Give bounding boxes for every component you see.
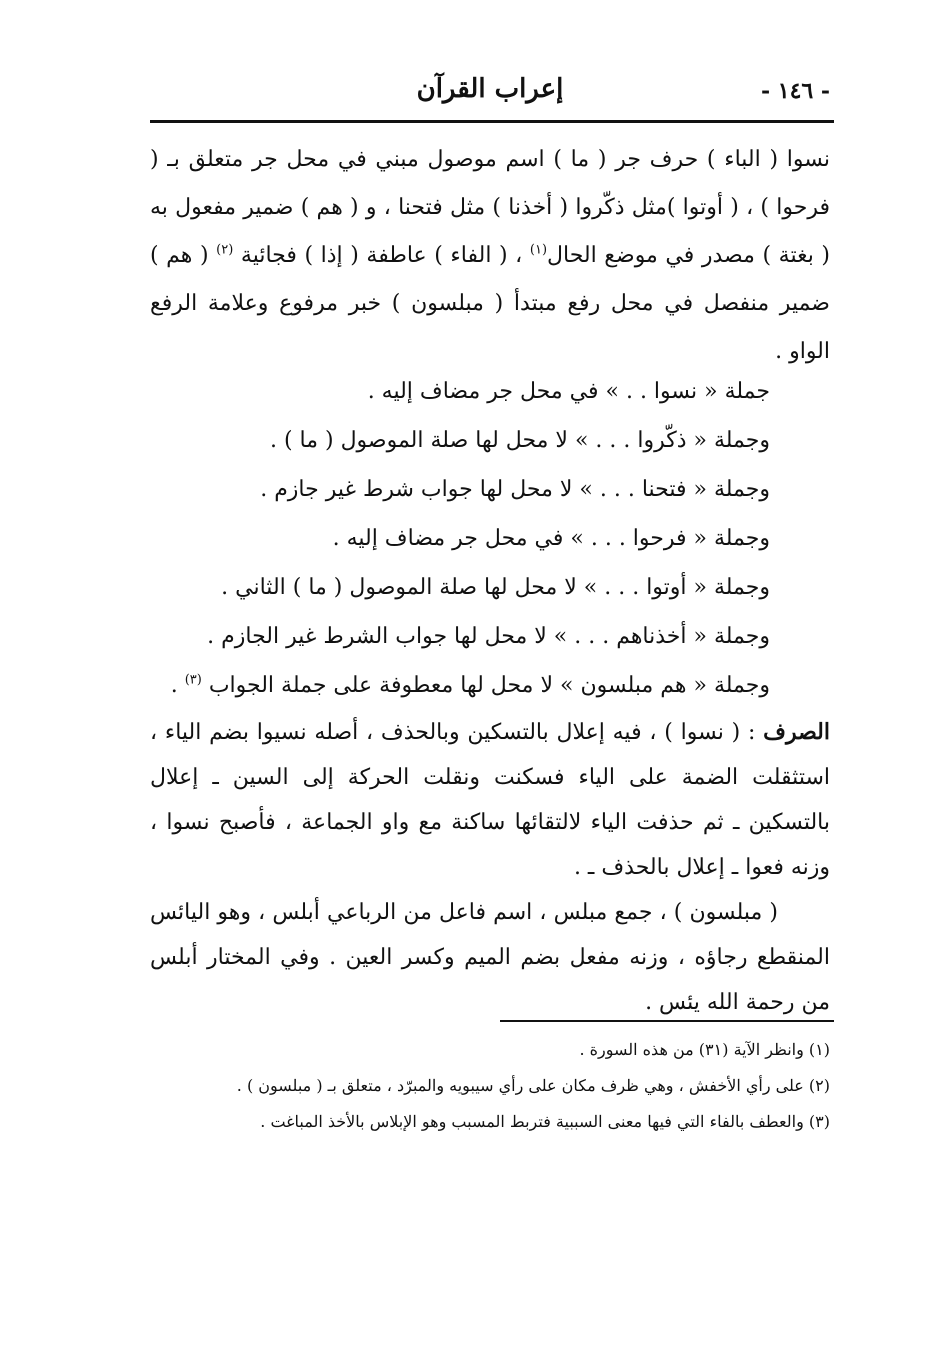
irab-line-4b: ( هم ) ضمير منفصل في محل رفع مبتدأ ( مبلسون ) خبر مرفوع <box>150 243 830 316</box>
irab-line-3a: مفعول به ( بغتة ) مصدر في موضع الحال <box>150 195 830 268</box>
sentence-item: وجملة « أخذناهم . . . » لا محل لها جواب الشرط غير الجازم . <box>207 624 770 649</box>
page-number: - ١٤٦ - <box>760 78 830 104</box>
sentence-item: وجملة « فتحنا . . . » لا محل لها جواب شرط غير جازم . <box>260 477 770 502</box>
last-sentence-end: . <box>170 673 178 698</box>
sentence-item: وجملة « أوتوا . . . » لا محل لها صلة الموصول ( ما ) الثاني . <box>221 575 770 600</box>
footnote-1: (١) وانظر الآية (٣١) من هذه السورة . <box>579 1040 830 1059</box>
irab-paragraph <box>150 136 830 376</box>
irab-line-3b: ، ( الفاء ) عاطفة ( إذا ) <box>304 243 523 268</box>
irab-line-1: نسوا ( الباء ) حرف جر ( ما ) اسم موصول مبني في محل جر متعلق <box>188 147 830 172</box>
footnote-2: (٢) على رأي الأخفش ، وهي ظرف مكان على رأي سيبويه والمبرّد ، متعلق بـ ( مبلسون ) . <box>236 1076 830 1095</box>
sentence-item: جملة « نسوا . . » في محل جر مضاف إليه . <box>367 379 770 404</box>
sarf-section <box>150 710 830 1025</box>
header-divider <box>150 120 834 123</box>
sarf-text-1: : ( نسوا ) ، فيه إعلال بالتسكين وبالحذف ، أصله نسيوا بضم الياء ، استثقلت الضمة على الياء فسكنت ونقلت الحركة إلى السين ـ إعلال بالتسكين ـ ثم حذفت الياء لالتقائها ساكنة مع واو الجماعة ، فأصبح نسوا ، وزنه فعوا ـ إعلال بالحذف ـ . <box>150 720 830 880</box>
irab-line-5: وعلامة الرفع الواو . <box>150 291 830 364</box>
sarf-paragraph-1 <box>150 710 830 890</box>
irab-text <box>150 136 830 376</box>
sentences-list <box>150 367 830 710</box>
footnote-ref-2: (٢) <box>216 242 234 258</box>
last-sentence-text: وجملة « هم مبلسون » لا محل لها معطوفة على جملة الجواب <box>208 673 770 698</box>
irab-line-4a: فجائية <box>240 243 297 268</box>
irab-line-2: بـ ( فرحوا ) ، ( أوتوا )مثل ذكّروا ( أخذنا ) مثل فتحنا ، و ( هم ) ضمير <box>150 147 830 220</box>
book-title: إعراب القرآن <box>416 74 564 104</box>
footnotes-divider <box>500 1020 834 1022</box>
sentence-item: وجملة « فرحوا . . . » في محل جر مضاف إليه . <box>332 526 770 551</box>
footnote-ref-3: (٣) <box>184 672 202 688</box>
sarf-label: الصرف <box>763 719 830 745</box>
footnote-3: (٣) والعطف بالفاء التي فيها معنى السببية فتربط المسبب وهو الإبلاس بالأخذ المباغت . <box>260 1112 830 1131</box>
footnote-ref-1: (١) <box>529 242 548 258</box>
sentence-item-last <box>150 661 830 710</box>
sarf-paragraph-2: ( مبلسون ) ، جمع مبلس ، اسم فاعل من الرباعي أبلس ، وهو اليائس المنقطع رجاؤه ، وزنه مفعل بضم الميم وكسر العين . وفي المختار أبلس من رحمة الله يئس . <box>150 900 830 1015</box>
sentence-item: وجملة « ذكّروا . . . » لا محل لها صلة الموصول ( ما ) . <box>269 428 770 453</box>
page-header <box>150 72 830 112</box>
footnotes <box>150 1032 830 1140</box>
